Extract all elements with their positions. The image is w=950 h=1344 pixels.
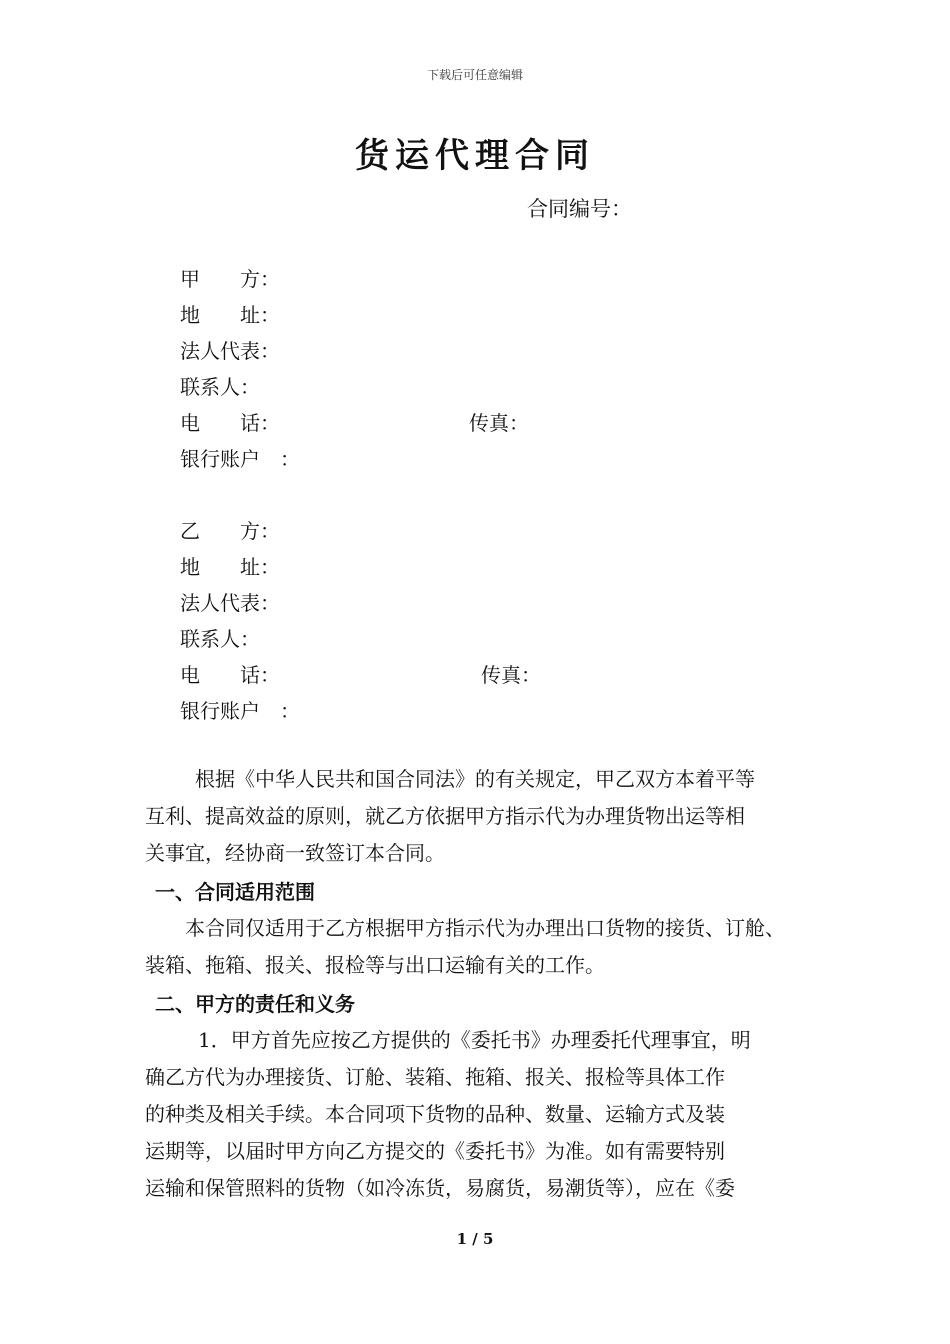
section2-line: 运输和保管照料的货物（如冷冻货，易腐货，易潮货等），应在《委 bbox=[145, 1176, 735, 1200]
party-a-fax-label: 传真： bbox=[469, 411, 529, 435]
document-title: 货运代理合同 bbox=[355, 136, 595, 176]
section1-heading: 一、合同适用范围 bbox=[155, 880, 315, 904]
intro-line: 根据《中华人民共和国合同法》的有关规定，甲乙双方本着平等 bbox=[175, 767, 755, 791]
party-a-phone-label: 电 话： bbox=[180, 411, 280, 435]
page-number: 1 / 5 bbox=[456, 1230, 494, 1248]
page-header: 下载后可任意编辑 bbox=[426, 68, 523, 82]
party-b-name-label: 乙 方： bbox=[180, 519, 280, 543]
party-a-legal-rep-label: 法人代表： bbox=[180, 339, 280, 363]
party-b-fax-label: 传真： bbox=[481, 663, 541, 687]
party-b-bank-label: 银行账户 ： bbox=[180, 699, 300, 723]
party-b-address-label: 地 址： bbox=[180, 555, 280, 579]
section1-line: 装箱、拖箱、报关、报检等与出口运输有关的工作。 bbox=[145, 953, 605, 977]
section2-line: 确乙方代为办理接货、订舱、装箱、拖箱、报关、报检等具体工作 bbox=[145, 1065, 725, 1089]
intro-line: 互利、提高效益的原则，就乙方依据甲方指示代为办理货物出运等相 bbox=[145, 804, 745, 828]
section2-heading: 二、甲方的责任和义务 bbox=[155, 992, 355, 1016]
party-a-name-label: 甲 方： bbox=[180, 267, 280, 291]
contract-number-label: 合同编号： bbox=[527, 197, 632, 221]
party-b-legal-rep-label: 法人代表： bbox=[180, 591, 280, 615]
section2-line: 运期等，以届时甲方向乙方提交的《委托书》为准。如有需要特别 bbox=[145, 1139, 725, 1163]
party-b-phone-label: 电 话： bbox=[180, 663, 280, 687]
intro-line: 关事宜，经协商一致签订本合同。 bbox=[145, 841, 445, 865]
section2-line: 的种类及相关手续。本合同项下货物的品种、数量、运输方式及装 bbox=[145, 1102, 725, 1126]
section1-line: 本合同仅适用于乙方根据甲方指示代为办理出口货物的接货、订舱、 bbox=[185, 916, 785, 940]
section2-line: 1．甲方首先应按乙方提供的《委托书》办理委托代理事宜，明 bbox=[198, 1028, 751, 1052]
party-a-address-label: 地 址： bbox=[180, 303, 280, 327]
party-b-contact-label: 联系人： bbox=[180, 627, 260, 651]
party-a-bank-label: 银行账户 ： bbox=[180, 447, 300, 471]
party-a-contact-label: 联系人： bbox=[180, 375, 260, 399]
